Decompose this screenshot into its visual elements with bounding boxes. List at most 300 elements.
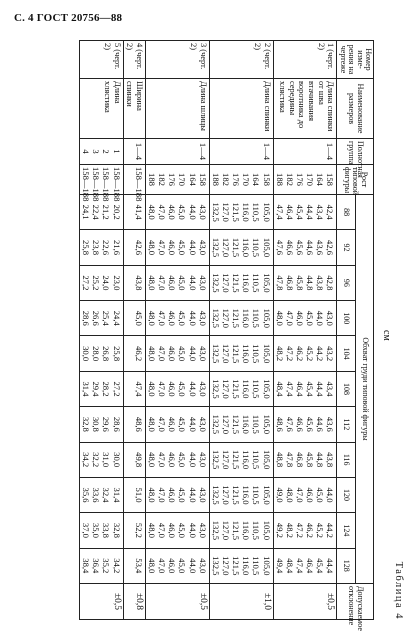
- cell-value: 25,8: [81, 240, 92, 256]
- cell-value: 47,6: [284, 416, 295, 432]
- cell-value: 44,0: [187, 204, 198, 220]
- cell-value: 47,0: [157, 240, 168, 256]
- cell-value: 47,2: [295, 522, 306, 538]
- cell-value: 45,2: [305, 346, 316, 362]
- cell-value: 46,0: [167, 240, 178, 256]
- chest-values: [273, 513, 337, 548]
- cell-value: 49,4: [274, 558, 285, 574]
- cell-value: 44,0: [187, 346, 198, 362]
- cell-value: 176: [231, 173, 242, 186]
- cell-value: 110,5: [251, 202, 262, 222]
- cell-value: 121,5: [231, 379, 242, 399]
- cell-value: 43,0: [197, 240, 208, 256]
- cell-value: 44,4: [305, 204, 316, 220]
- cell-value: 132,5: [210, 237, 221, 258]
- cell-value: 32,2: [91, 452, 102, 468]
- chest-values: [209, 336, 273, 371]
- cell-value: 35,2: [101, 558, 112, 574]
- cell-value: 32,8: [81, 416, 92, 432]
- cell-value: 46,8: [284, 275, 295, 291]
- table-row: [273, 41, 337, 620]
- cell-value: 46,2: [295, 346, 306, 362]
- cell-value: 182: [284, 173, 295, 186]
- cell-value: 116,0: [241, 344, 252, 364]
- cell-value: 45,0: [133, 310, 144, 326]
- cell-value: 2: [101, 149, 112, 154]
- table-row: [80, 41, 124, 620]
- cell-value: 20,2: [111, 204, 122, 220]
- chest-values: [209, 513, 273, 548]
- cell-value: 47,6: [274, 240, 285, 256]
- cell-value: 45,0: [315, 487, 326, 503]
- cell-value: 132,5: [210, 450, 221, 470]
- cell-value: 45,6: [295, 240, 306, 256]
- cell-value: 188: [210, 173, 221, 186]
- header-name: Наименование размеров: [337, 79, 374, 139]
- cell-value: 44,0: [187, 558, 198, 574]
- cell-value: 170: [241, 173, 252, 186]
- cell-value: 23,0: [111, 275, 122, 291]
- cell-value: 47,4: [133, 381, 144, 397]
- cell-value: 44,0: [315, 310, 326, 326]
- cell-value: 32,8: [111, 522, 122, 538]
- chest-values: [80, 371, 124, 406]
- cell-value: 164: [315, 173, 326, 186]
- cell-value: 22,4: [91, 204, 102, 220]
- chest-values: [123, 371, 145, 406]
- rotated-table-block: [14, 40, 404, 631]
- cell-value: 46,0: [167, 487, 178, 503]
- cell-value: 46,2: [133, 346, 144, 362]
- cell-value: 158—188: [133, 167, 144, 202]
- chest-values: [145, 407, 209, 442]
- cell-value: 24,4: [111, 310, 122, 326]
- chest-values: [145, 265, 209, 300]
- cell-value: 116,0: [241, 202, 252, 222]
- cell-value: 48,2: [284, 522, 295, 538]
- cell-value: 110,5: [251, 520, 262, 540]
- cell-value: 45,0: [177, 275, 188, 291]
- cell-value: 121,5: [231, 520, 242, 541]
- cell-value: 46,0: [167, 310, 178, 326]
- cell-value: 3: [91, 149, 102, 154]
- cell-value: 36,4: [91, 558, 102, 574]
- cell-value: 127,0: [221, 485, 232, 505]
- cell-value: 25,2: [91, 275, 102, 291]
- cell-value: 45,4: [295, 204, 306, 220]
- cell-value: 48,0: [147, 522, 158, 538]
- cell-value: 44,0: [187, 487, 198, 503]
- cell-value: 43,8: [325, 452, 336, 468]
- cell-value: 188: [274, 173, 285, 186]
- cell-value: 105,0: [261, 343, 272, 364]
- chest-values: [145, 230, 209, 265]
- cell-value: 52,2: [133, 522, 144, 538]
- cell-value: 46,0: [305, 487, 316, 503]
- row-heights: [273, 165, 337, 195]
- chest-values: [145, 442, 209, 477]
- cell-value: 110,5: [251, 273, 262, 293]
- cell-value: 48,6: [133, 416, 144, 432]
- cell-value: 121,5: [231, 273, 242, 293]
- cell-value: 48,0: [147, 558, 158, 574]
- row-tolerance: ±0,5: [145, 584, 209, 620]
- cell-value: 110,5: [251, 379, 262, 399]
- chest-values: [123, 513, 145, 548]
- cell-value: 110,5: [251, 556, 262, 576]
- chest-values: [273, 301, 337, 336]
- table-row: [123, 41, 145, 620]
- cell-value: 34,2: [111, 558, 122, 574]
- cell-value: 53,4: [133, 558, 144, 574]
- cell-value: 127,0: [221, 520, 232, 541]
- cell-value: 43,0: [197, 416, 208, 432]
- row-heights: [145, 165, 209, 195]
- cell-value: 45,6: [305, 416, 316, 432]
- cell-value: 132,5: [210, 520, 221, 541]
- cell-value: 25,8: [111, 346, 122, 362]
- chest-values: [145, 513, 209, 548]
- cell-value: 47,0: [157, 522, 168, 538]
- row-group: 1—4: [123, 139, 145, 165]
- cell-value: 43,0: [325, 310, 336, 326]
- row-tolerance: ±0,8: [123, 584, 145, 620]
- chest-values: [209, 230, 273, 265]
- cell-value: 43,4: [315, 204, 326, 220]
- cell-value: 47,0: [284, 310, 295, 326]
- cell-value: 132,5: [210, 379, 221, 399]
- row-group: 1—4: [273, 139, 337, 165]
- header-chest: Обхват груди типовой фигуры: [355, 195, 373, 584]
- row-name: Длина спинки от шва втачивания воротника до середины хлястика: [273, 79, 337, 139]
- cell-value: 46,0: [167, 381, 178, 397]
- cell-value: 43,0: [197, 487, 208, 503]
- cell-value: 44,8: [315, 452, 326, 468]
- cell-value: 164: [187, 173, 198, 186]
- cell-value: 23,8: [91, 240, 102, 256]
- chest-values: [80, 513, 124, 548]
- chest-values: [273, 265, 337, 300]
- cell-value: 33,6: [91, 487, 102, 503]
- cell-value: 121,5: [231, 237, 242, 258]
- chest-size-header: 128: [337, 548, 355, 583]
- cell-value: 48,0: [147, 240, 158, 256]
- row-tolerance: ±0,5: [80, 584, 124, 620]
- chest-values: [123, 548, 145, 583]
- row-heights: [209, 165, 273, 195]
- cell-value: 43,0: [197, 558, 208, 574]
- cell-value: 105,0: [261, 450, 272, 470]
- cell-value: 121,5: [231, 485, 242, 505]
- cell-value: 1: [111, 149, 122, 154]
- chest-values: [80, 301, 124, 336]
- cell-value: 26,6: [91, 310, 102, 326]
- cell-value: 49,8: [133, 452, 144, 468]
- cell-value: 38,4: [81, 558, 92, 574]
- cell-value: 116,0: [241, 308, 252, 328]
- cell-value: 43,8: [315, 275, 326, 291]
- cell-value: 110,5: [251, 485, 262, 505]
- cell-value: 44,6: [315, 416, 326, 432]
- row-number: 3 (черт. 2): [145, 41, 209, 79]
- chest-values: [273, 336, 337, 371]
- cell-value: 24,1: [81, 204, 92, 220]
- cell-value: 44,0: [187, 381, 198, 397]
- cell-value: 164: [251, 173, 262, 186]
- cell-value: 42,4: [325, 204, 336, 220]
- cell-value: 48,0: [147, 275, 158, 291]
- chest-size-header: 88: [337, 195, 355, 230]
- cell-value: 26,8: [101, 346, 112, 362]
- cell-value: 170: [305, 173, 316, 186]
- cell-value: 28,0: [91, 346, 102, 362]
- cell-value: 127,0: [221, 308, 232, 328]
- cell-value: 46,4: [295, 381, 306, 397]
- cell-value: 116,0: [241, 273, 252, 293]
- cell-value: 34,2: [81, 452, 92, 468]
- cell-value: 188: [147, 173, 158, 186]
- cell-value: 46,0: [167, 522, 178, 538]
- cell-value: 116,0: [241, 238, 252, 258]
- cell-value: 44,6: [305, 240, 316, 256]
- cell-value: 43,0: [197, 346, 208, 362]
- cell-value: 121,5: [231, 414, 242, 434]
- cell-value: 46,0: [167, 452, 178, 468]
- cell-value: 46,0: [167, 416, 178, 432]
- row-name: Длина шлицы: [145, 79, 209, 139]
- cell-value: 44,8: [305, 275, 316, 291]
- cell-value: 45,2: [315, 522, 326, 538]
- cell-value: 44,4: [315, 381, 326, 397]
- cell-value: 47,0: [157, 558, 168, 574]
- cell-value: 45,0: [177, 522, 188, 538]
- cell-value: 127,0: [221, 450, 232, 470]
- cell-value: 47,4: [284, 381, 295, 397]
- cell-value: 182: [221, 173, 232, 186]
- chest-values: [209, 548, 273, 583]
- cell-value: 44,2: [325, 522, 336, 538]
- cell-value: 46,4: [305, 558, 316, 574]
- cell-value: 31,0: [101, 452, 112, 468]
- row-heights: [123, 165, 145, 202]
- chest-values: [273, 548, 337, 583]
- header-num: Номер изме-рения на чертеже: [337, 41, 374, 79]
- cell-value: 25,4: [101, 310, 112, 326]
- cell-value: 158—188: [111, 167, 122, 202]
- chest-size-header: 92: [337, 230, 355, 265]
- cell-value: 47,0: [157, 275, 168, 291]
- cell-value: 110,5: [251, 414, 262, 434]
- cell-value: 48,2: [274, 346, 285, 362]
- chest-values: [273, 371, 337, 406]
- cell-value: 48,0: [284, 487, 295, 503]
- cell-value: 48,4: [274, 381, 285, 397]
- chest-values: [145, 301, 209, 336]
- cell-value: 121,5: [231, 556, 242, 576]
- cell-value: 48,0: [147, 346, 158, 362]
- chest-values: [209, 301, 273, 336]
- header-group: Полнотная группа: [337, 139, 374, 165]
- cell-value: 29,6: [101, 416, 112, 432]
- chest-values: [145, 195, 209, 230]
- cell-value: 127,0: [221, 556, 232, 576]
- cell-value: 42,8: [325, 275, 336, 291]
- cell-value: 27,2: [111, 381, 122, 397]
- chest-values: [123, 230, 145, 265]
- cell-value: 110,5: [251, 344, 262, 364]
- table-body: [80, 41, 337, 620]
- cell-value: 24,0: [101, 275, 112, 291]
- cell-value: 44,4: [325, 558, 336, 574]
- cell-value: 27,2: [81, 275, 92, 291]
- cell-value: 44,0: [187, 310, 198, 326]
- cell-value: 105,0: [261, 414, 272, 434]
- chest-values: [209, 407, 273, 442]
- cell-value: 132,5: [210, 485, 221, 505]
- cell-value: 45,0: [177, 346, 188, 362]
- row-group: [80, 139, 124, 165]
- cell-value: 45,0: [177, 452, 188, 468]
- cell-value: 35,6: [81, 487, 92, 503]
- cell-value: 43,6: [315, 240, 326, 256]
- cell-value: 43,0: [197, 381, 208, 397]
- cell-value: 176: [295, 173, 306, 186]
- cell-value: 47,2: [284, 346, 295, 362]
- cell-value: 47,0: [157, 416, 168, 432]
- cell-value: 31,4: [111, 487, 122, 503]
- cell-value: 170: [177, 173, 188, 186]
- chest-size-header: 96: [337, 265, 355, 300]
- cell-value: 48,6: [274, 416, 285, 432]
- chest-values: [273, 195, 337, 230]
- cell-value: 51,0: [133, 487, 144, 503]
- cell-value: 110,5: [251, 238, 262, 258]
- chest-values: [123, 477, 145, 512]
- chest-size-header: 100: [337, 301, 355, 336]
- cell-value: 43,4: [325, 381, 336, 397]
- row-name: Длина спинки: [209, 79, 273, 139]
- cell-value: 121,5: [231, 450, 242, 470]
- cell-value: 43,0: [197, 522, 208, 538]
- cell-value: 30,0: [81, 346, 92, 362]
- cell-value: 43,0: [197, 204, 208, 220]
- cell-value: 47,4: [295, 558, 306, 574]
- cell-value: 127,0: [221, 237, 232, 258]
- cell-value: 110,5: [251, 308, 262, 328]
- row-tolerance: ±1,0: [209, 584, 273, 620]
- cell-value: 44,0: [187, 240, 198, 256]
- chest-values: [145, 548, 209, 583]
- chest-values: [123, 301, 145, 336]
- chest-values: [145, 371, 209, 406]
- chest-values: [209, 371, 273, 406]
- cell-value: 45,8: [305, 452, 316, 468]
- row-number: 5 (черт. 2): [80, 41, 124, 79]
- cell-value: 45,0: [177, 204, 188, 220]
- cell-value: 49,0: [274, 487, 285, 503]
- cell-value: 127,0: [221, 202, 232, 222]
- row-group: 1—4: [145, 139, 209, 165]
- cell-value: 158—188: [81, 167, 92, 202]
- cell-value: 176: [167, 173, 178, 186]
- cell-value: 21,2: [101, 204, 112, 220]
- header-tolerance: Допускаемое отклонение: [337, 584, 374, 620]
- cell-value: 35,0: [91, 522, 102, 538]
- cell-value: 37,0: [81, 522, 92, 538]
- chest-size-header: 104: [337, 336, 355, 371]
- cell-value: 47,0: [157, 310, 168, 326]
- cell-value: 110,5: [251, 450, 262, 470]
- cell-value: 48,0: [147, 416, 158, 432]
- cell-value: 32,4: [101, 487, 112, 503]
- cell-value: 105,0: [261, 379, 272, 399]
- cell-value: 121,5: [231, 202, 242, 222]
- cell-value: 41,4: [133, 204, 144, 220]
- cell-value: 121,5: [231, 308, 242, 328]
- cell-value: 43,0: [197, 452, 208, 468]
- cell-value: 46,0: [295, 310, 306, 326]
- cell-value: 46,8: [295, 452, 306, 468]
- chest-size-header: 124: [337, 513, 355, 548]
- cell-value: 46,0: [167, 275, 178, 291]
- chest-values: [209, 265, 273, 300]
- chest-size-header: 112: [337, 407, 355, 442]
- cell-value: 49,2: [274, 522, 285, 538]
- table-row: [145, 41, 209, 620]
- chest-values: [80, 477, 124, 512]
- row-tolerance: ±0,5: [273, 584, 337, 620]
- cell-value: 45,4: [305, 381, 316, 397]
- cell-value: 31,4: [81, 381, 92, 397]
- cell-value: 105,0: [261, 485, 272, 505]
- cell-value: 105,0: [261, 202, 272, 222]
- cell-value: 46,6: [295, 416, 306, 432]
- cell-value: 47,4: [274, 204, 285, 220]
- cell-value: 47,8: [284, 452, 295, 468]
- cell-value: 116,0: [241, 485, 252, 505]
- cell-value: 44,0: [187, 416, 198, 432]
- cell-value: 45,8: [295, 275, 306, 291]
- cell-value: 43,2: [325, 346, 336, 362]
- chest-values: [80, 442, 124, 477]
- cell-value: 132,5: [210, 343, 221, 364]
- chest-values: [209, 195, 273, 230]
- cell-value: 46,4: [284, 204, 295, 220]
- cell-value: 116,0: [241, 556, 252, 576]
- chest-values: [273, 477, 337, 512]
- cell-value: 45,0: [177, 381, 188, 397]
- cell-value: 47,0: [157, 346, 168, 362]
- cell-value: 45,0: [177, 416, 188, 432]
- row-number: 4 (черт. 2): [123, 41, 145, 79]
- chest-values: [209, 477, 273, 512]
- table-header-row: [355, 41, 373, 620]
- row-heights: [80, 165, 124, 202]
- cell-value: 158: [325, 173, 336, 186]
- cell-value: 116,0: [241, 450, 252, 470]
- cell-value: 132,5: [210, 308, 221, 328]
- cell-value: 121,5: [231, 343, 242, 364]
- cell-value: 21,6: [111, 240, 122, 256]
- chest-values: [123, 407, 145, 442]
- cell-value: 44,2: [315, 346, 326, 362]
- cell-value: 4: [81, 149, 92, 154]
- cell-value: 46,6: [284, 240, 295, 256]
- cell-value: 46,0: [167, 558, 178, 574]
- cell-value: 116,0: [241, 379, 252, 399]
- cell-value: 45,4: [315, 558, 326, 574]
- cell-value: 42,6: [325, 240, 336, 256]
